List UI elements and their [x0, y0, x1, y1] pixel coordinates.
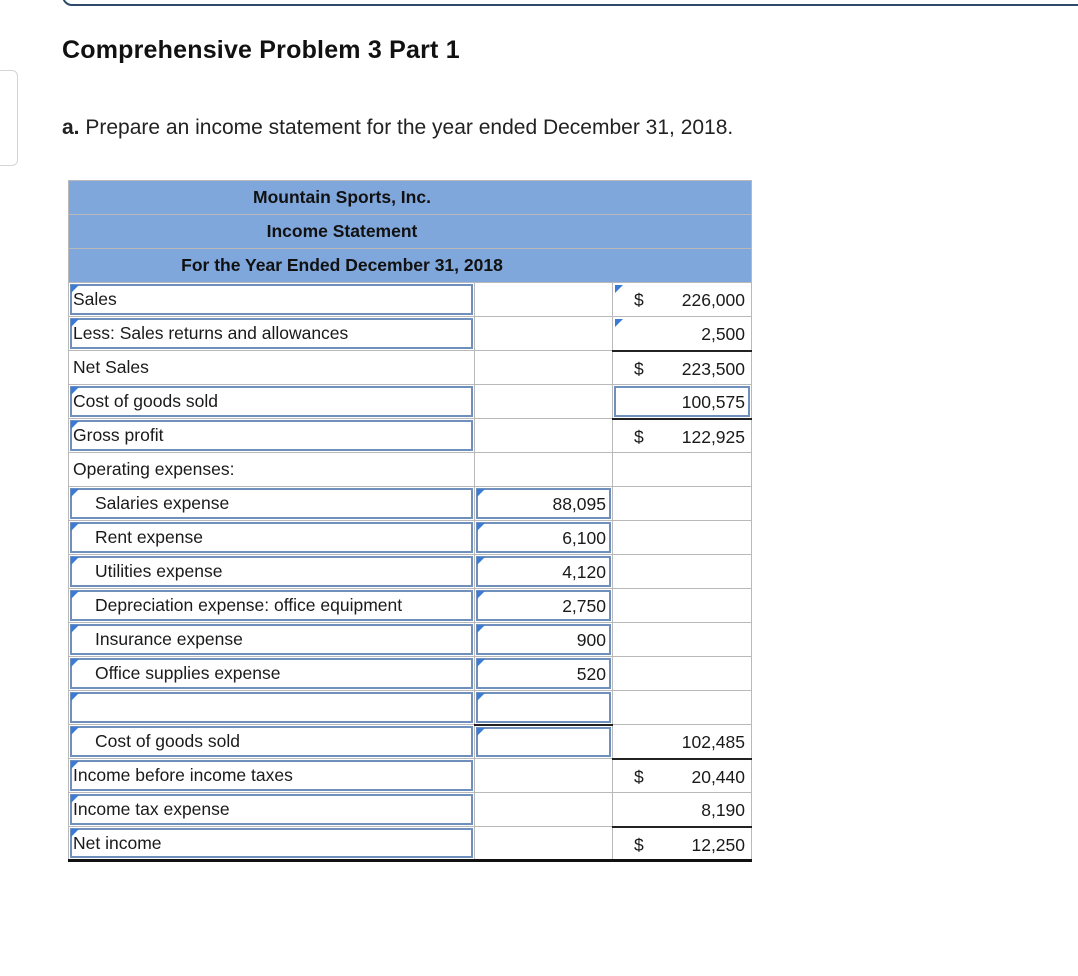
- amount-value: 8,190: [701, 800, 746, 820]
- salaries-amount-cell: [613, 487, 752, 521]
- row-cogs: [69, 385, 752, 419]
- row-net-sales: [69, 351, 752, 385]
- dropdown-marker-icon: [71, 659, 79, 667]
- row-label: Office supplies expense: [95, 663, 281, 683]
- amount-value: 223,500: [681, 358, 746, 379]
- cogs-mid-cell: [475, 385, 613, 419]
- operating-expenses-heading: [69, 453, 475, 487]
- income-tax-mid-cell: [475, 793, 613, 827]
- utilities-amount-cell: [613, 555, 752, 589]
- total-opex-value-field[interactable]: [475, 725, 613, 759]
- dropdown-marker-icon: [477, 659, 485, 667]
- income-before-tax-amount: [613, 759, 752, 793]
- dollar-sign: $: [634, 358, 644, 379]
- amount-value: 12,250: [691, 834, 746, 855]
- gross-profit-label-field[interactable]: [69, 419, 475, 453]
- income-before-tax-label-field[interactable]: [69, 759, 475, 793]
- statement-period: For the Year Ended December 31, 2018: [181, 255, 503, 275]
- value-input-box[interactable]: [476, 692, 611, 723]
- net-income-label-field[interactable]: [69, 827, 475, 861]
- row-gross-profit: [69, 419, 752, 453]
- total-opex-amount: [613, 725, 752, 759]
- net-income-amount: [613, 827, 752, 861]
- side-navigation-tab[interactable]: [0, 70, 18, 166]
- expense-value: 2,750: [562, 596, 606, 616]
- income-before-tax-mid-cell: [475, 759, 613, 793]
- dropdown-marker-icon: [477, 693, 485, 701]
- row-office-supplies: [69, 657, 752, 691]
- office-supplies-label-field[interactable]: [69, 657, 475, 691]
- row-returns: [69, 317, 752, 351]
- rent-amount-cell: [613, 521, 752, 555]
- row-insurance: [69, 623, 752, 657]
- instruction-text: Prepare an income statement for the year ended December 31, 2018.: [85, 116, 734, 139]
- insurance-label-field[interactable]: [69, 623, 475, 657]
- expense-value: 4,120: [562, 562, 606, 582]
- row-depreciation: [69, 589, 752, 623]
- expense-value: 900: [576, 630, 606, 650]
- opex-heading-mid-cell: [475, 453, 613, 487]
- row-sales: [69, 283, 752, 317]
- instruction: [62, 116, 733, 140]
- dropdown-marker-icon: [477, 591, 485, 599]
- row-label: Salaries expense: [95, 493, 230, 513]
- net-sales-label: [69, 351, 475, 385]
- row-operating-expenses-heading: [69, 453, 752, 487]
- row-net-income: [69, 827, 752, 861]
- row-label: Utilities expense: [95, 561, 223, 581]
- utilities-label-field[interactable]: [69, 555, 475, 589]
- row-label: Net Sales: [73, 357, 149, 377]
- rent-value-field[interactable]: [475, 521, 613, 555]
- returns-mid-cell: [475, 317, 613, 351]
- office-supplies-amount-cell: [613, 657, 752, 691]
- row-label: Insurance expense: [95, 629, 243, 649]
- dropdown-marker-icon: [71, 693, 79, 701]
- row-label: Sales: [73, 289, 117, 309]
- page-title: Comprehensive Problem 3 Part 1: [62, 36, 460, 64]
- returns-label-field[interactable]: [69, 317, 475, 351]
- sales-mid-cell: [475, 283, 613, 317]
- gross-profit-amount: [613, 419, 752, 453]
- dropdown-marker-icon: [71, 489, 79, 497]
- row-label: Income before income taxes: [73, 765, 293, 785]
- gross-profit-mid-cell: [475, 419, 613, 453]
- company-name: Mountain Sports, Inc.: [253, 187, 431, 207]
- row-blank: [69, 691, 752, 725]
- depreciation-amount-cell: [613, 589, 752, 623]
- row-label: Rent expense: [95, 527, 203, 547]
- statement-name: Income Statement: [266, 221, 418, 241]
- income-tax-label-field[interactable]: [69, 793, 475, 827]
- dollar-sign: $: [634, 834, 644, 855]
- row-total-operating-expenses: [69, 725, 752, 759]
- label-input-box[interactable]: [70, 284, 473, 315]
- blank-value-field[interactable]: [475, 691, 613, 725]
- row-label: Depreciation expense: office equipment: [95, 595, 403, 615]
- top-panel-frame: [62, 0, 1078, 6]
- dropdown-marker-icon: [477, 489, 485, 497]
- dropdown-marker-icon: [71, 523, 79, 531]
- row-label: Operating expenses:: [73, 459, 235, 479]
- dropdown-marker-icon: [477, 625, 485, 633]
- dropdown-marker-icon: [615, 319, 623, 327]
- sales-label-field[interactable]: [69, 283, 475, 317]
- net-income-mid-cell: [475, 827, 613, 861]
- dropdown-marker-icon: [477, 728, 485, 736]
- row-label: Cost of goods sold: [73, 391, 218, 411]
- income-tax-amount: [613, 793, 752, 827]
- value-input-box[interactable]: [476, 727, 611, 758]
- row-label: Less: Sales returns and allowances: [73, 323, 349, 343]
- dollar-sign: $: [634, 426, 644, 447]
- dropdown-marker-icon: [71, 727, 79, 735]
- row-rent: [69, 521, 752, 555]
- dropdown-marker-icon: [71, 625, 79, 633]
- depreciation-value-field[interactable]: [475, 589, 613, 623]
- dropdown-marker-icon: [477, 557, 485, 565]
- expense-value: 88,095: [552, 494, 606, 514]
- dollar-sign: $: [634, 290, 644, 310]
- amount-value: 2,500: [701, 324, 746, 344]
- opex-heading-amount-cell: [613, 453, 752, 487]
- row-label: Income tax expense: [73, 799, 230, 819]
- dropdown-marker-icon: [71, 591, 79, 599]
- depreciation-label-field[interactable]: [69, 589, 475, 623]
- returns-amount-field[interactable]: [613, 317, 752, 351]
- row-label: Cost of goods sold: [95, 731, 240, 751]
- amount-value: 226,000: [681, 290, 746, 310]
- company-name-cell: [69, 181, 752, 215]
- blank-label-field[interactable]: [69, 691, 475, 725]
- row-income-tax: [69, 793, 752, 827]
- blank-amount-cell: [613, 691, 752, 725]
- row-salaries: [69, 487, 752, 521]
- instruction-prefix: a.: [62, 116, 80, 139]
- expense-value: 6,100: [562, 528, 606, 548]
- dropdown-marker-icon: [71, 557, 79, 565]
- total-opex-label-field[interactable]: [69, 725, 475, 759]
- office-supplies-value-field[interactable]: [475, 657, 613, 691]
- cogs-label-field[interactable]: [69, 385, 475, 419]
- dropdown-marker-icon: [615, 285, 623, 293]
- dropdown-marker-icon: [477, 523, 485, 531]
- utilities-value-field[interactable]: [475, 555, 613, 589]
- cogs-amount-field[interactable]: [613, 385, 752, 419]
- label-input-box[interactable]: [70, 692, 473, 723]
- rent-label-field[interactable]: [69, 521, 475, 555]
- row-label: Gross profit: [73, 425, 164, 445]
- insurance-value-field[interactable]: [475, 623, 613, 657]
- salaries-value-field[interactable]: [475, 487, 613, 521]
- statement-period-cell: [69, 249, 752, 283]
- income-statement-table: [68, 180, 752, 862]
- salaries-label-field[interactable]: [69, 487, 475, 521]
- dollar-sign: $: [634, 766, 644, 787]
- statement-name-cell: [69, 215, 752, 249]
- net-sales-mid-cell: [475, 351, 613, 385]
- amount-value: 100,575: [681, 392, 746, 412]
- insurance-amount-cell: [613, 623, 752, 657]
- sales-amount-field[interactable]: [613, 283, 752, 317]
- net-sales-amount: [613, 351, 752, 385]
- expense-value: 520: [576, 664, 606, 684]
- amount-value: 102,485: [681, 732, 746, 752]
- amount-value: 122,925: [681, 426, 746, 447]
- row-utilities: [69, 555, 752, 589]
- row-label: Net income: [73, 832, 162, 853]
- amount-value: 20,440: [691, 766, 746, 787]
- row-income-before-tax: [69, 759, 752, 793]
